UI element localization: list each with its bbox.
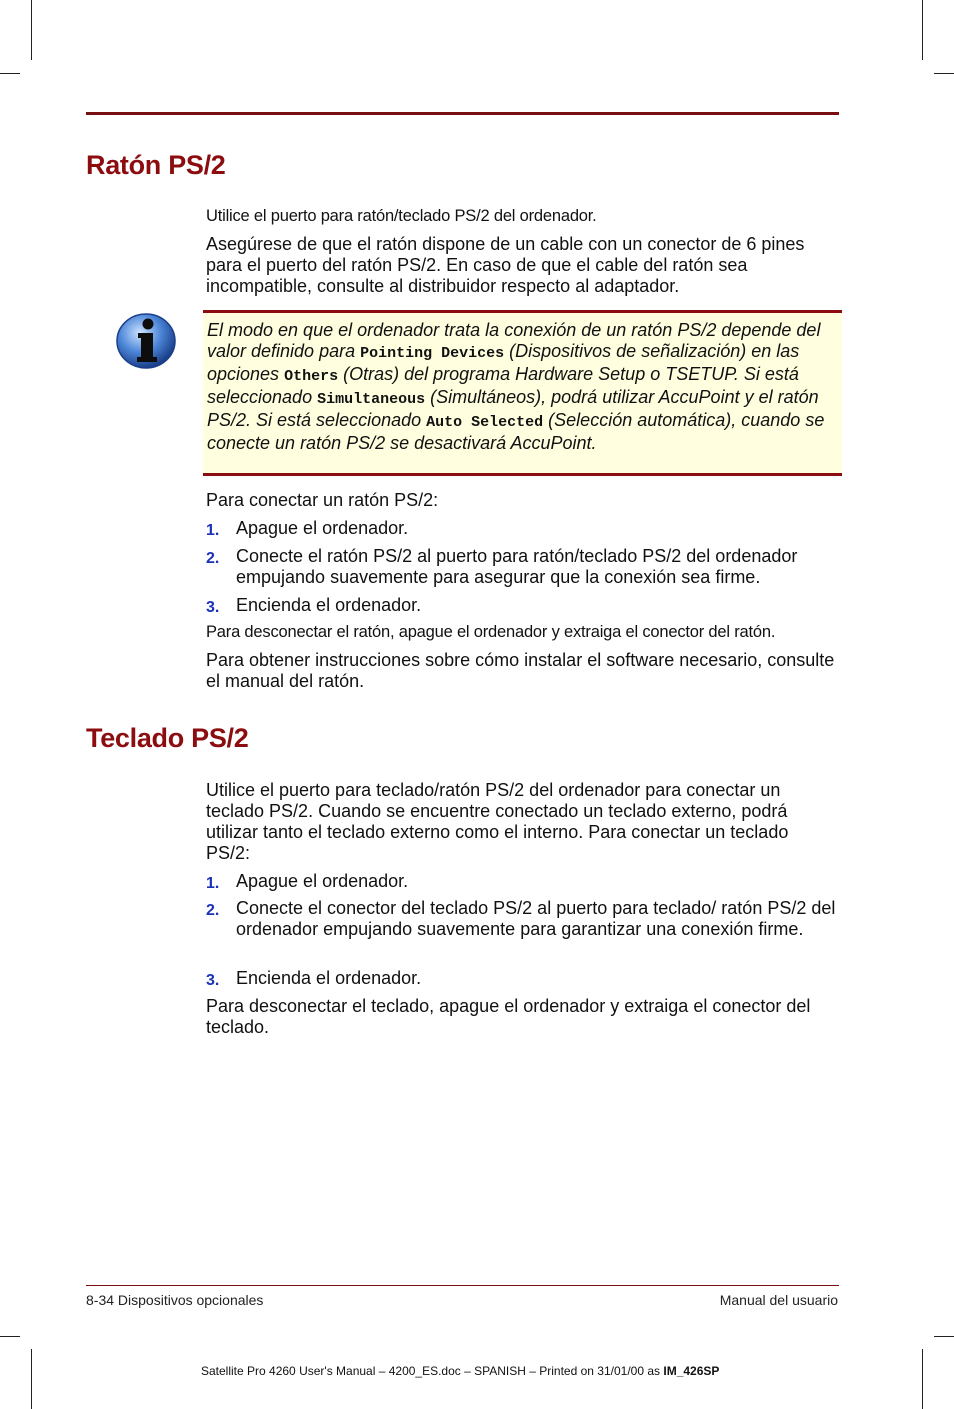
code-auto-selected: Auto Selected	[426, 414, 544, 431]
paragraph: Para obtener instrucciones sobre cómo instalar el software necesario, consulte el manual del ratón.	[206, 650, 835, 691]
section-title-raton: Ratón PS/2	[86, 150, 226, 180]
paragraph: Para conectar un ratón PS/2:	[206, 490, 439, 510]
top-rule	[86, 112, 839, 115]
note-text-part: (Dispositivos de señalización) en las opciones	[207, 341, 800, 384]
step-number: 2.	[206, 902, 220, 919]
crop-mark	[31, 0, 32, 60]
step-number: 2.	[206, 550, 220, 567]
note-text-part: (Otras) del programa Hardware Setup o TSETUP. Si está seleccionado	[207, 364, 799, 407]
paragraph: Para desconectar el ratón, apague el ordenador y extraiga el conector del ratón.	[206, 623, 776, 641]
step-text: Conecte el ratón PS/2 al puerto para ratón/teclado PS/2 del ordenador empujando suavemente para asegurar que la conexión sea firme.	[236, 546, 798, 587]
footer-rule	[86, 1285, 839, 1286]
note-text	[207, 320, 835, 454]
code-others: Others	[284, 368, 339, 385]
crop-mark	[0, 1336, 20, 1337]
crop-mark	[922, 0, 923, 60]
note-box	[203, 310, 842, 476]
crop-mark	[934, 73, 954, 74]
crop-mark	[922, 1349, 923, 1409]
crop-mark	[31, 1349, 32, 1409]
step-text: Encienda el ordenador.	[236, 595, 422, 615]
step-text: Encienda el ordenador.	[236, 968, 422, 988]
paragraph: Utilice el puerto para teclado/ratón PS/2 del ordenador para conectar un teclado PS/2. Cuando se encuentre conectado un teclado externo, podrá utilizar tanto el teclado externo como el interno. Para conectar un teclado PS/2:	[206, 780, 789, 863]
paragraph: Para desconectar el teclado, apague el ordenador y extraiga el conector del teclado.	[206, 996, 811, 1037]
crop-mark	[934, 1336, 954, 1337]
code-simultaneous: Simultaneous	[317, 391, 426, 408]
note-text-part: (Selección automática), cuando se conecte un ratón PS/2 se desactivará AccuPoint.	[207, 410, 825, 453]
step-text: Conecte el conector del teclado PS/2 al puerto para teclado/ ratón PS/2 del ordenador empujando suavemente para garantizar una conexión firme.	[236, 898, 836, 939]
paragraph: Utilice el puerto para ratón/teclado PS/2 del ordenador.	[206, 207, 597, 225]
print-info-text: Satellite Pro 4260 User's Manual – 4200_ES.doc – SPANISH – Printed on 31/01/00 as	[201, 1364, 664, 1378]
paragraph: Asegúrese de que el ratón dispone de un cable con un conector de 6 pines para el puerto del ratón PS/2. En caso de que el cable del ratón sea incompatible, consulte al distribuidor respecto al adaptador.	[206, 234, 805, 296]
note-text-part: (Simultáneos), podrá utilizar AccuPoint y el ratón PS/2. Si está seleccionado	[207, 387, 819, 430]
note-text-part: El modo en que el ordenador trata la conexión de un ratón PS/2 depende del valor definido para	[207, 320, 821, 361]
section-title-teclado: Teclado PS/2	[86, 723, 249, 753]
crop-mark	[0, 73, 20, 74]
print-info-code: IM_426SP	[663, 1364, 720, 1378]
step-text: Apague el ordenador.	[236, 518, 409, 538]
info-icon	[116, 312, 176, 375]
step-number: 1.	[206, 875, 220, 892]
footer-left: 8-34 Dispositivos opcionales	[86, 1292, 264, 1308]
code-pointing-devices: Pointing Devices	[360, 345, 505, 362]
print-info	[201, 1364, 719, 1378]
footer-right: Manual del usuario	[719, 1292, 838, 1308]
step-text: Apague el ordenador.	[236, 871, 409, 891]
step-number: 1.	[206, 522, 220, 539]
step-number: 3.	[206, 599, 220, 616]
step-number: 3.	[206, 972, 220, 989]
